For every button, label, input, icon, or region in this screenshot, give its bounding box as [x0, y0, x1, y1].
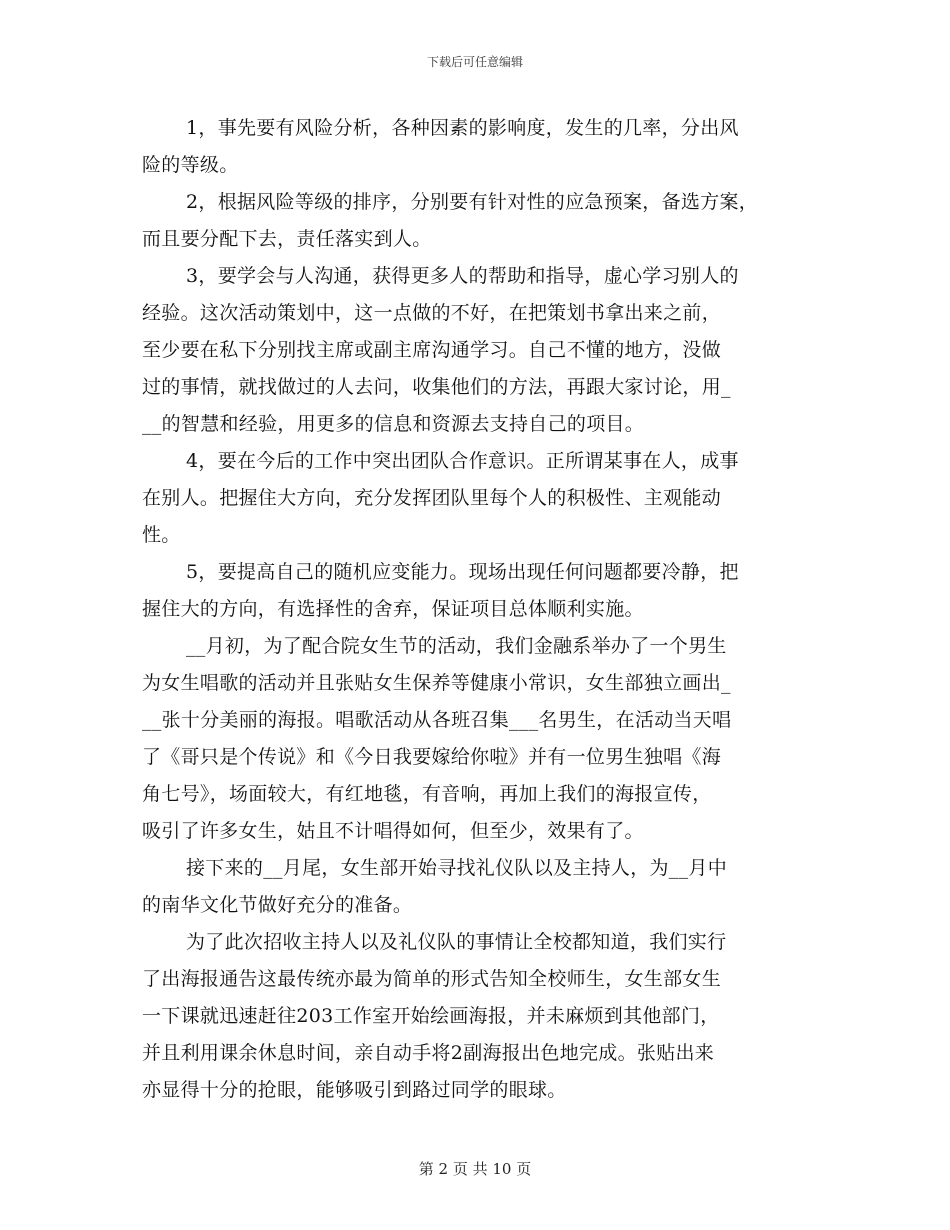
text-line: 险的等级。	[142, 154, 239, 176]
text-line: 并且利用课余休息时间，亲自动手将2副海报出色地完成。张贴出来	[142, 1042, 715, 1064]
text-line: 了出海报通告这最传统亦最为简单的形式告知全校师生，女生部女生	[142, 968, 722, 990]
page-number: 第 2 页 共 10 页	[418, 1160, 532, 1178]
document-body	[142, 110, 832, 1109]
text-line: 1，事先要有风险分析，各种因素的影响度，发生的几率，分出风	[186, 117, 739, 139]
text-line: 4，要在今后的工作中突出团队合作意识。正所谓某事在人，成事	[186, 450, 739, 472]
text-line: 角七号》，场面较大，有红地毯，有音响，再加上我们的海报宣传，	[142, 783, 712, 805]
text-line: __张十分美丽的海报。唱歌活动从各班召集___名男生，在活动当天唱	[142, 709, 732, 731]
text-line: 至少要在私下分别找主席或副主席沟通学习。自己不懂的地方，没做	[142, 339, 722, 361]
text-line: 接下来的__月尾，女生部开始寻找礼仪队以及主持人，为__月中	[186, 857, 728, 879]
text-line: 亦显得十分的抢眼，能够吸引到路过同学的眼球。	[142, 1079, 567, 1101]
text-line: 握住大的方向，有选择性的舍弃，保证项目总体顺利实施。	[142, 598, 644, 620]
text-line: 经验。这次活动策划中，这一点做的不好，在把策划书拿出来之前，	[142, 302, 722, 324]
text-line: 在别人。把握住大方向，充分发挥团队里每个人的积极性、主观能动	[142, 487, 722, 509]
text-line: 过的事情，就找做过的人去问，收集他们的方法，再跟大家讨论，用_	[142, 376, 731, 398]
text-line: 为女生唱歌的活动并且张贴女生保养等健康小常识，女生部独立画出_	[142, 672, 731, 694]
text-line: 为了此次招收主持人以及礼仪队的事情让全校都知道，我们实行	[186, 931, 727, 953]
text-line: __的智慧和经验，用更多的信息和资源去支持自己的项目。	[142, 413, 645, 435]
text-line: 的南华文化节做好充分的准备。	[142, 894, 413, 916]
text-line: 3，要学会与人沟通，获得更多人的帮助和指导，虚心学习别人的	[186, 265, 739, 287]
text-line: 吸引了许多女生，姑且不计唱得如何，但至少，效果有了。	[142, 820, 644, 842]
text-line: __月初，为了配合院女生节的活动，我们金融系举办了一个男生	[186, 635, 727, 657]
text-line: 一下课就迅速赶往203工作室开始绘画海报，并未麻烦到其他部门，	[142, 1005, 720, 1027]
text-line: 2，根据风险等级的排序，分别要有针对性的应急预案，备选方案，	[186, 191, 759, 213]
text-line: 性。	[142, 524, 181, 546]
text-line: 了《哥只是个传说》和《今日我要嫁给你啦》并有一位男生独唱《海	[142, 746, 722, 768]
text-line: 5，要提高自己的随机应变能力。现场出现任何问题都要冷静，把	[186, 561, 739, 583]
text-line: 而且要分配下去，责任落实到人。	[142, 228, 432, 250]
page-header-note: 下载后可任意编辑	[426, 55, 523, 69]
